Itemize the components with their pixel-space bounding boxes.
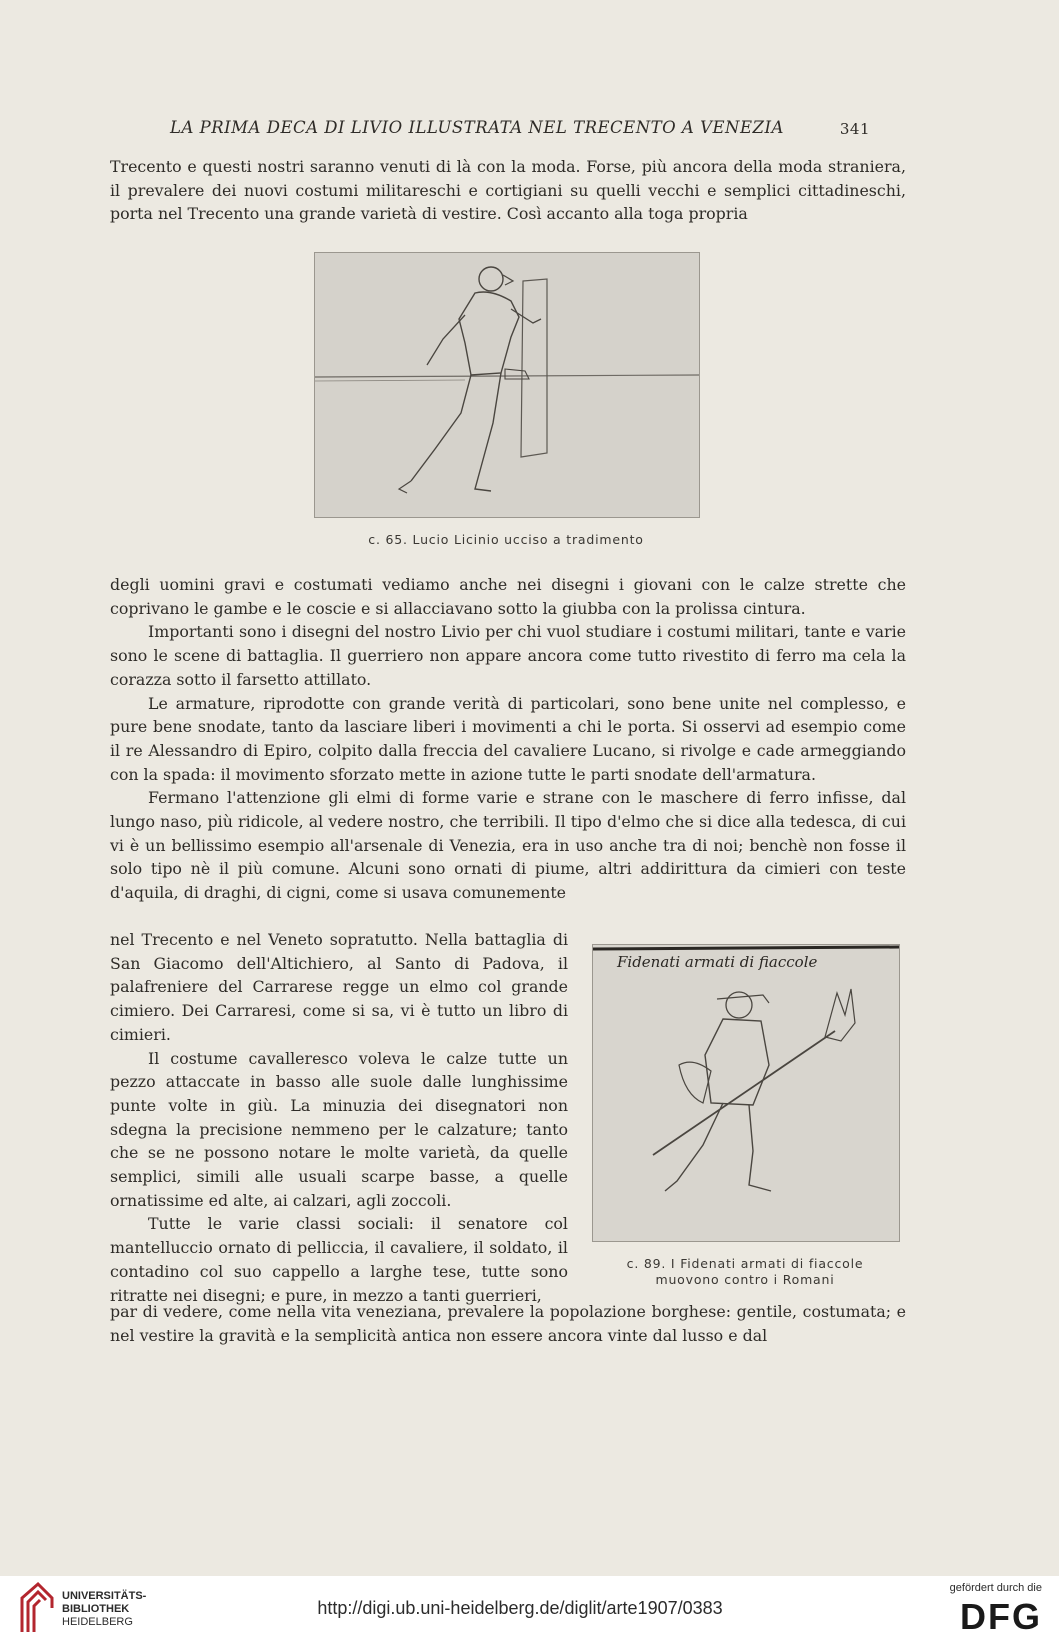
- dfg-logo: DFG: [960, 1596, 1042, 1637]
- figure-89-caption-line2: muovono contro i Romani: [655, 1272, 835, 1287]
- funded-by-label: gefördert durch die: [949, 1582, 1042, 1594]
- warrior-sketch-illustration: [315, 253, 699, 517]
- body-paragraph: Le armature, riprodotte con grande verità di particolari, sono bene unite nel complesso, e pure bene snodate, tanto da lasciare liberi i movimenti a chi le porta. Si osservi ad esempio come il re Alessandro di Epiro, colpito dalla freccia del cavaliere Lucano, si rivolge e cade armeggiando con la spada: il movimento sforzato mette in azione tutte le parti snodate dell'armatura.: [110, 693, 906, 784]
- figure-89-caption-line1: c. 89. I Fidenati armati di fiaccole: [626, 1256, 864, 1271]
- running-title: LA PRIMA DECA DI LIVIO ILLUSTRATA NEL TRECENTO A VENEZIA: [170, 118, 784, 137]
- library-name-line1: UNIVERSITÄTS-: [62, 1590, 147, 1602]
- body-paragraph: Importanti sono i disegni del nostro Livio per chi vuol studiare i costumi militari, tante e varie sono le scene di battaglia. Il guerriero non appare ancora come tutto rivestito di ferro ma cela la corazza sotto il farsetto attillato.: [110, 622, 906, 689]
- fidenati-sketch-illustration: [593, 945, 899, 1241]
- figure-89-inscription: Fidenati armati di fiaccole: [617, 953, 818, 971]
- body-paragraph: Il costume cavalleresco voleva le calze tutte un pezzo attaccate in basso alle suole dalle lunghissime punte volte in giù. La minuzia dei disegnatori non sdegna la precisione nemmeno per le calzature; tanto che se ne possono notare le molte varietà, da quelle semplici, simili alle usuali scarpe basse, a quelle ornatissime ed alte, ai calzari, agli zoccoli.: [110, 1048, 568, 1210]
- intro-paragraph: Trecento e questi nostri saranno venuti di là con la moda. Forse, più ancora della moda straniera, il prevalere dei nuovi costumi militareschi e cortigiani su quelli vecchi e semplici cittadineschi, porta nel Trecento una grande varietà di vestire. Così accanto alla toga propria: [110, 157, 906, 224]
- body-paragraph: Fermano l'attenzione gli elmi di forme varie e strane con le maschere di ferro infisse, dal lungo naso, più ridicole, al vedere nostro, che terribili. Il tipo d'elmo che si dice alla tedesca, di cui vi è un bellissimo esempio all'arsenale di Venezia, era in uso anche tra di noi; benchè non fosse il solo tipo nè il più comune. Alcuni sono ornati di piume, altri addirittura da cimieri con teste d'aquila, di draghi, di cigni, come si usava comunemente: [110, 788, 906, 903]
- library-logo-icon: [18, 1580, 56, 1636]
- body-text-side: [110, 928, 568, 1307]
- library-name-line2: BIBLIOTHEK: [62, 1603, 130, 1615]
- permalink-url[interactable]: http://digi.ub.uni-heidelberg.de/diglit/arte1907/0383: [317, 1598, 723, 1618]
- figure-89-caption: [592, 1256, 898, 1288]
- figure-65-image: [314, 252, 700, 518]
- body-paragraph: degli uomini gravi e costumati vediamo anche nei disegni i giovani con le calze strette che coprivano le gambe e le coscie e si allacciavano sotto la giubba con la prolissa cintura.: [110, 575, 906, 618]
- body-paragraph: Tutte le varie classi sociali: il senatore col mantelluccio ornato di pelliccia, il cavaliere, il soldato, il contadino col suo cappello a larghe tese, tutte sono ritratte nei disegni; e pure, in mezzo a tanti guerrieri,: [110, 1214, 568, 1305]
- body-text-main: [110, 573, 906, 905]
- page-number: 341: [839, 120, 870, 138]
- figure-65-caption: c. 65. Lucio Licinio ucciso a tradimento: [368, 532, 644, 547]
- closing-paragraph: par di vedere, come nella vita veneziana, prevalere la popolazione borghese: gentile, costumata; e nel vestire la gravità e la semplicità antica non essere ancora vinte dal lusso e dal: [110, 1302, 906, 1345]
- running-header: [150, 112, 870, 142]
- library-name-line3: HEIDELBERG: [62, 1616, 133, 1628]
- library-name: [62, 1590, 222, 1629]
- figure-89-image: [592, 944, 900, 1242]
- body-paragraph: nel Trecento e nel Veneto sopratutto. Nella battaglia di San Giacomo dell'Altichiero, al Santo di Padova, il palafreniere del Carrarese regge un elmo col grande cimiero. Dei Carraresi, come si sa, vi è tutto un libro di cimieri.: [110, 930, 568, 1044]
